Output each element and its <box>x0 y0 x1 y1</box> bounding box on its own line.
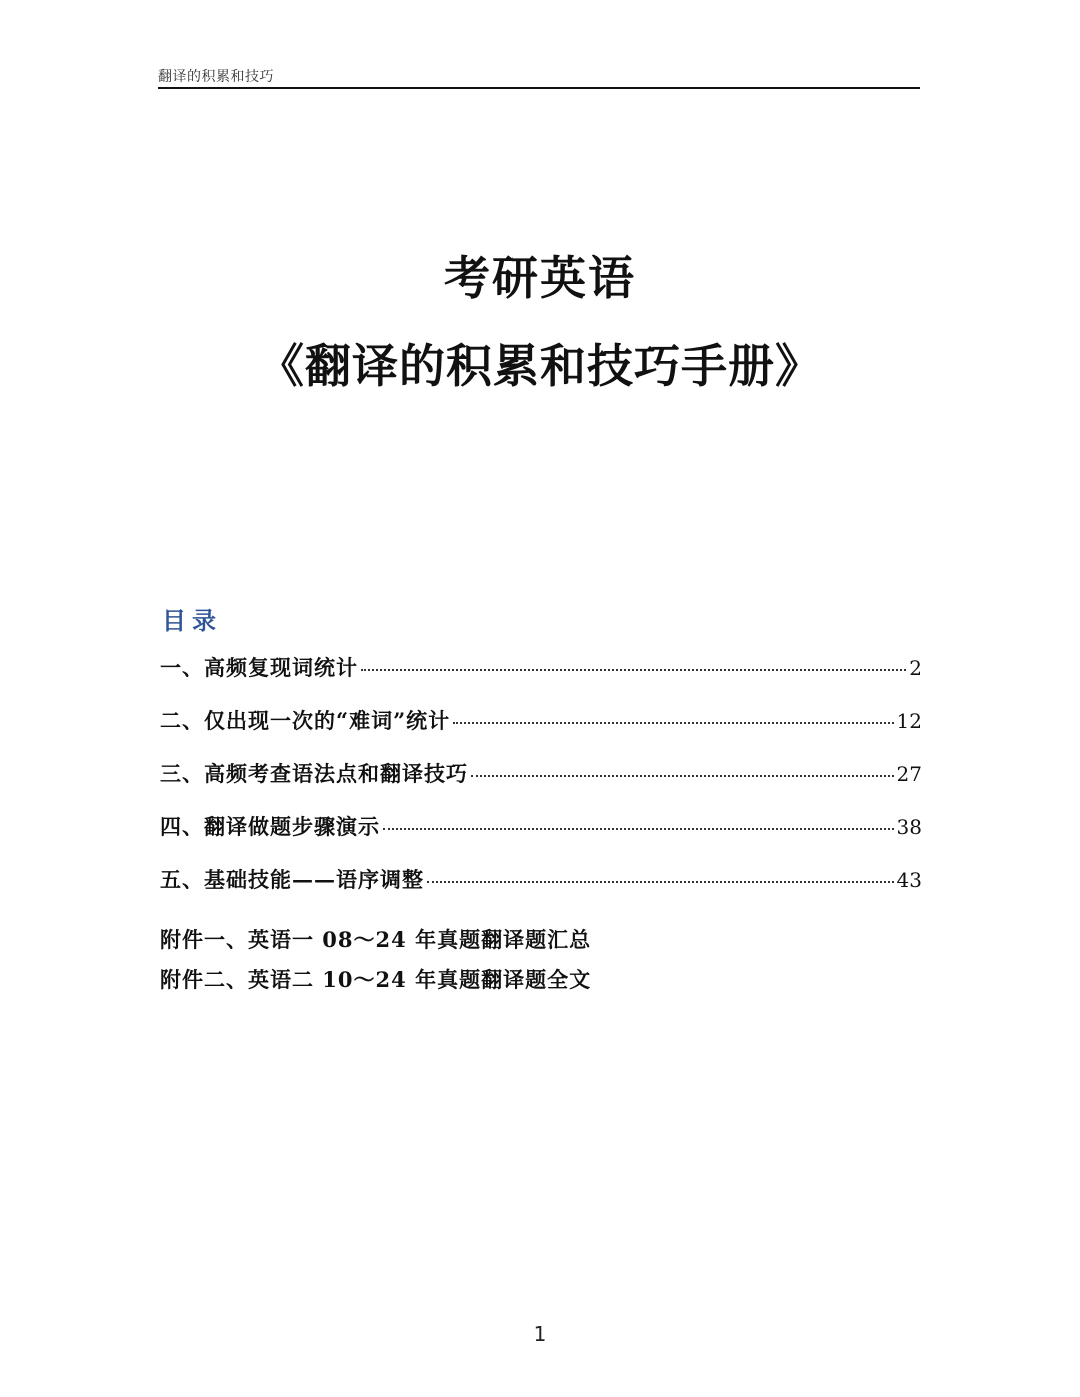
toc-entry[interactable] <box>160 864 922 917</box>
toc-entry[interactable] <box>160 758 922 811</box>
table-of-contents <box>160 652 922 917</box>
toc-entry-label: 四、翻译做题步骤演示 <box>160 814 380 839</box>
toc-entry[interactable] <box>160 811 922 864</box>
toc-leader-dots <box>453 722 893 724</box>
toc-heading: 目录 <box>162 606 222 635</box>
toc-entry-label: 五、基础技能——语序调整 <box>160 867 424 892</box>
toc-entry[interactable] <box>160 652 922 705</box>
toc-entry-page: 2 <box>909 656 922 680</box>
page-number: 1 <box>533 1322 547 1346</box>
toc-entry-label: 三、高频考查语法点和翻译技巧 <box>160 761 468 786</box>
toc-leader-dots <box>383 828 894 830</box>
toc-leader-dots <box>471 775 894 777</box>
toc-entry-page: 27 <box>896 762 922 786</box>
toc-leader-dots <box>361 669 906 671</box>
toc-entry-label: 二、仅出现一次的“难词”统计 <box>160 708 451 733</box>
appendix-entry-2[interactable]: 附件二、英语二 10～24 年真题翻译题全文 <box>160 967 592 992</box>
toc-entry-label: 一、高频复现词统计 <box>160 655 358 680</box>
header-divider <box>158 87 920 89</box>
toc-entry-page: 43 <box>896 868 922 892</box>
running-header: 翻译的积累和技巧 <box>158 69 274 85</box>
appendix-entry-1[interactable]: 附件一、英语一 08～24 年真题翻译题汇总 <box>160 927 592 952</box>
toc-entry-page: 38 <box>896 815 922 839</box>
document-title-line-2: 《翻译的积累和技巧手册》 <box>258 339 822 393</box>
toc-entry[interactable] <box>160 705 922 758</box>
toc-entry-page: 12 <box>896 709 922 733</box>
document-title-line-1: 考研英语 <box>444 251 636 305</box>
toc-leader-dots <box>427 881 894 883</box>
